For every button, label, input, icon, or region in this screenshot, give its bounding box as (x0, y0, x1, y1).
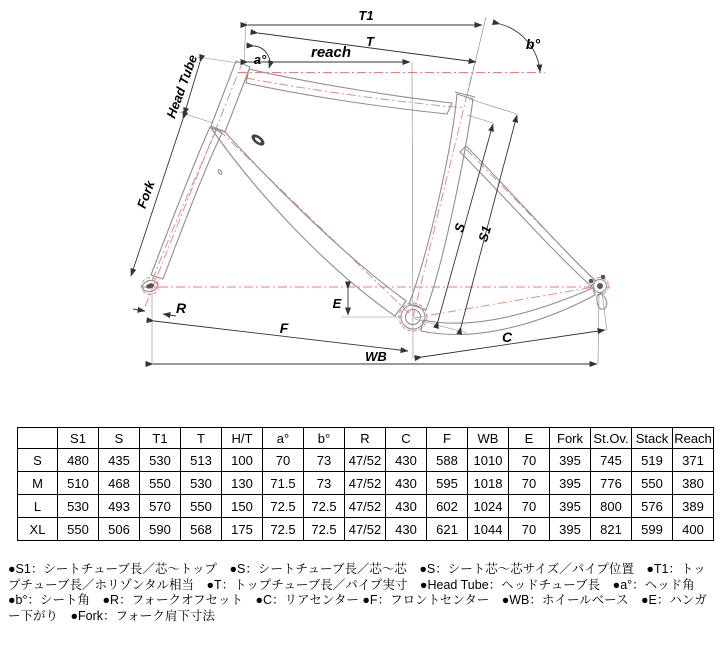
dim-label-t1: T1 (358, 8, 374, 23)
table-cell: 513 (181, 449, 222, 472)
row-label: L (18, 495, 58, 518)
table-cell: 550 (181, 495, 222, 518)
column-header (18, 428, 58, 449)
table-cell: 72.5 (304, 495, 345, 518)
row-label: M (18, 472, 58, 495)
table-header-row (18, 428, 714, 449)
table-cell: 73 (304, 449, 345, 472)
dim-label-f: F (279, 320, 289, 336)
table-cell: 590 (140, 518, 181, 541)
table-cell: 430 (386, 495, 427, 518)
dim-label-s: S (451, 221, 469, 234)
table-cell: 510 (58, 472, 99, 495)
dim-s1 (461, 115, 517, 327)
column-header: R (345, 428, 386, 449)
column-header: F (427, 428, 468, 449)
dim-s (438, 124, 493, 321)
table-cell: 72.5 (304, 518, 345, 541)
table-row (18, 518, 714, 541)
table-cell: 70 (509, 495, 550, 518)
table-cell: 1018 (468, 472, 509, 495)
center-lines (142, 61, 613, 331)
table-cell: 47/52 (345, 472, 386, 495)
table-cell: 430 (386, 518, 427, 541)
table-cell: 493 (99, 495, 140, 518)
table-cell: 468 (99, 472, 140, 495)
column-header: St.Ov. (591, 428, 632, 449)
column-header: H/T (222, 428, 263, 449)
table-cell: 395 (550, 472, 591, 495)
column-header: a° (263, 428, 304, 449)
table-cell: 47/52 (345, 449, 386, 472)
dim-label-e: E (332, 296, 342, 311)
down-tube (211, 128, 406, 316)
table-cell: 530 (140, 449, 181, 472)
dim-label-a-angle: a° (253, 52, 267, 67)
dim-label-wb: WB (365, 349, 387, 364)
column-header: T (181, 428, 222, 449)
table-cell: 1024 (468, 495, 509, 518)
table-cell: 1010 (468, 449, 509, 472)
table-cell: 175 (222, 518, 263, 541)
dim-label-b-angle: b° (525, 36, 541, 52)
table-row (18, 495, 714, 518)
column-header: C (386, 428, 427, 449)
table-cell: 150 (222, 495, 263, 518)
table-cell: 47/52 (345, 518, 386, 541)
table-cell: 70 (509, 518, 550, 541)
dim-label-r: R (175, 300, 187, 316)
table-cell: 371 (673, 449, 714, 472)
table-cell: 1044 (468, 518, 509, 541)
table-cell: 400 (673, 518, 714, 541)
column-header: S1 (58, 428, 99, 449)
table-cell: 576 (632, 495, 673, 518)
table-cell: 72.5 (263, 495, 304, 518)
column-header: T1 (140, 428, 181, 449)
geometry-table (17, 427, 714, 541)
seat-tube (409, 94, 473, 310)
table-cell: 550 (632, 472, 673, 495)
table-cell: 588 (427, 449, 468, 472)
dim-label-t: T (366, 34, 374, 49)
dim-label-fork: Fork (133, 178, 158, 211)
frame-outline (141, 61, 607, 334)
table-cell: 530 (58, 495, 99, 518)
table-cell: 70 (263, 449, 304, 472)
dim-r-left (133, 309, 145, 311)
seat-stays (460, 146, 596, 286)
dim-label-reach: reach (310, 44, 352, 61)
table-cell: 47/52 (345, 495, 386, 518)
head-tube (211, 61, 250, 132)
table-row (18, 472, 714, 495)
dim-label-s1: S1 (475, 224, 495, 244)
table-cell: 70 (509, 449, 550, 472)
dim-r-right (163, 314, 176, 316)
table-cell: 395 (550, 449, 591, 472)
table-cell: 550 (58, 518, 99, 541)
column-header: Fork (550, 428, 591, 449)
table-cell: 130 (222, 472, 263, 495)
legend-footnote: ●S1：シートチューブ長／芯〜トップ ●S：シートチューブ長／芯〜芯 ●S：シート芯〜芯サイズ／パイプ位置 ●T1：トップチューブ長／ホリゾンタル相当 ●T：トップチューブ長／パイプ実寸 ●Head Tube：ヘッドチューブ長 ●a°：ヘッド角 ●b°：シート角 ●R：フォークオフセット ●C：リアセンター ●F：フロントセンター ●WB：ホイールベース ●E：ハンガー下がり ●Fork：フォーク肩下寸法 (8, 562, 708, 623)
top-tube (246, 69, 452, 114)
table-cell: 595 (427, 472, 468, 495)
table-cell: 70 (509, 472, 550, 495)
table-cell: 100 (222, 449, 263, 472)
table-cell: 430 (386, 449, 427, 472)
dim-label-c: C (501, 329, 513, 345)
table-cell: 530 (181, 472, 222, 495)
table-cell: 73 (304, 472, 345, 495)
column-header: Reach (673, 428, 714, 449)
table-cell: 380 (673, 472, 714, 495)
table-cell: 800 (591, 495, 632, 518)
table-cell: 480 (58, 449, 99, 472)
table-cell: 395 (550, 518, 591, 541)
table-cell: 599 (632, 518, 673, 541)
table-cell: 821 (591, 518, 632, 541)
table-cell: 602 (427, 495, 468, 518)
derailleur-hanger (597, 293, 607, 309)
row-label: S (18, 449, 58, 472)
table-cell: 395 (550, 495, 591, 518)
table-cell: 745 (591, 449, 632, 472)
column-header: WB (468, 428, 509, 449)
column-header: Stack (632, 428, 673, 449)
table-cell: 621 (427, 518, 468, 541)
table-cell: 435 (99, 449, 140, 472)
table-cell: 71.5 (263, 472, 304, 495)
extension-lines (152, 17, 607, 364)
table-cell: 430 (386, 472, 427, 495)
table-cell: 519 (632, 449, 673, 472)
table-cell: 568 (181, 518, 222, 541)
table-cell: 389 (673, 495, 714, 518)
table-cell: 776 (591, 472, 632, 495)
dim-label-head-tube: Head Tube (163, 52, 201, 121)
table-cell: 550 (140, 472, 181, 495)
dimension-lines (131, 24, 605, 364)
table-row (18, 449, 714, 472)
row-label: XL (18, 518, 58, 541)
column-header: E (509, 428, 550, 449)
table-cell: 506 (99, 518, 140, 541)
table-cell: 72.5 (263, 518, 304, 541)
table-cell: 570 (140, 495, 181, 518)
column-header: S (99, 428, 140, 449)
column-header: b° (304, 428, 345, 449)
